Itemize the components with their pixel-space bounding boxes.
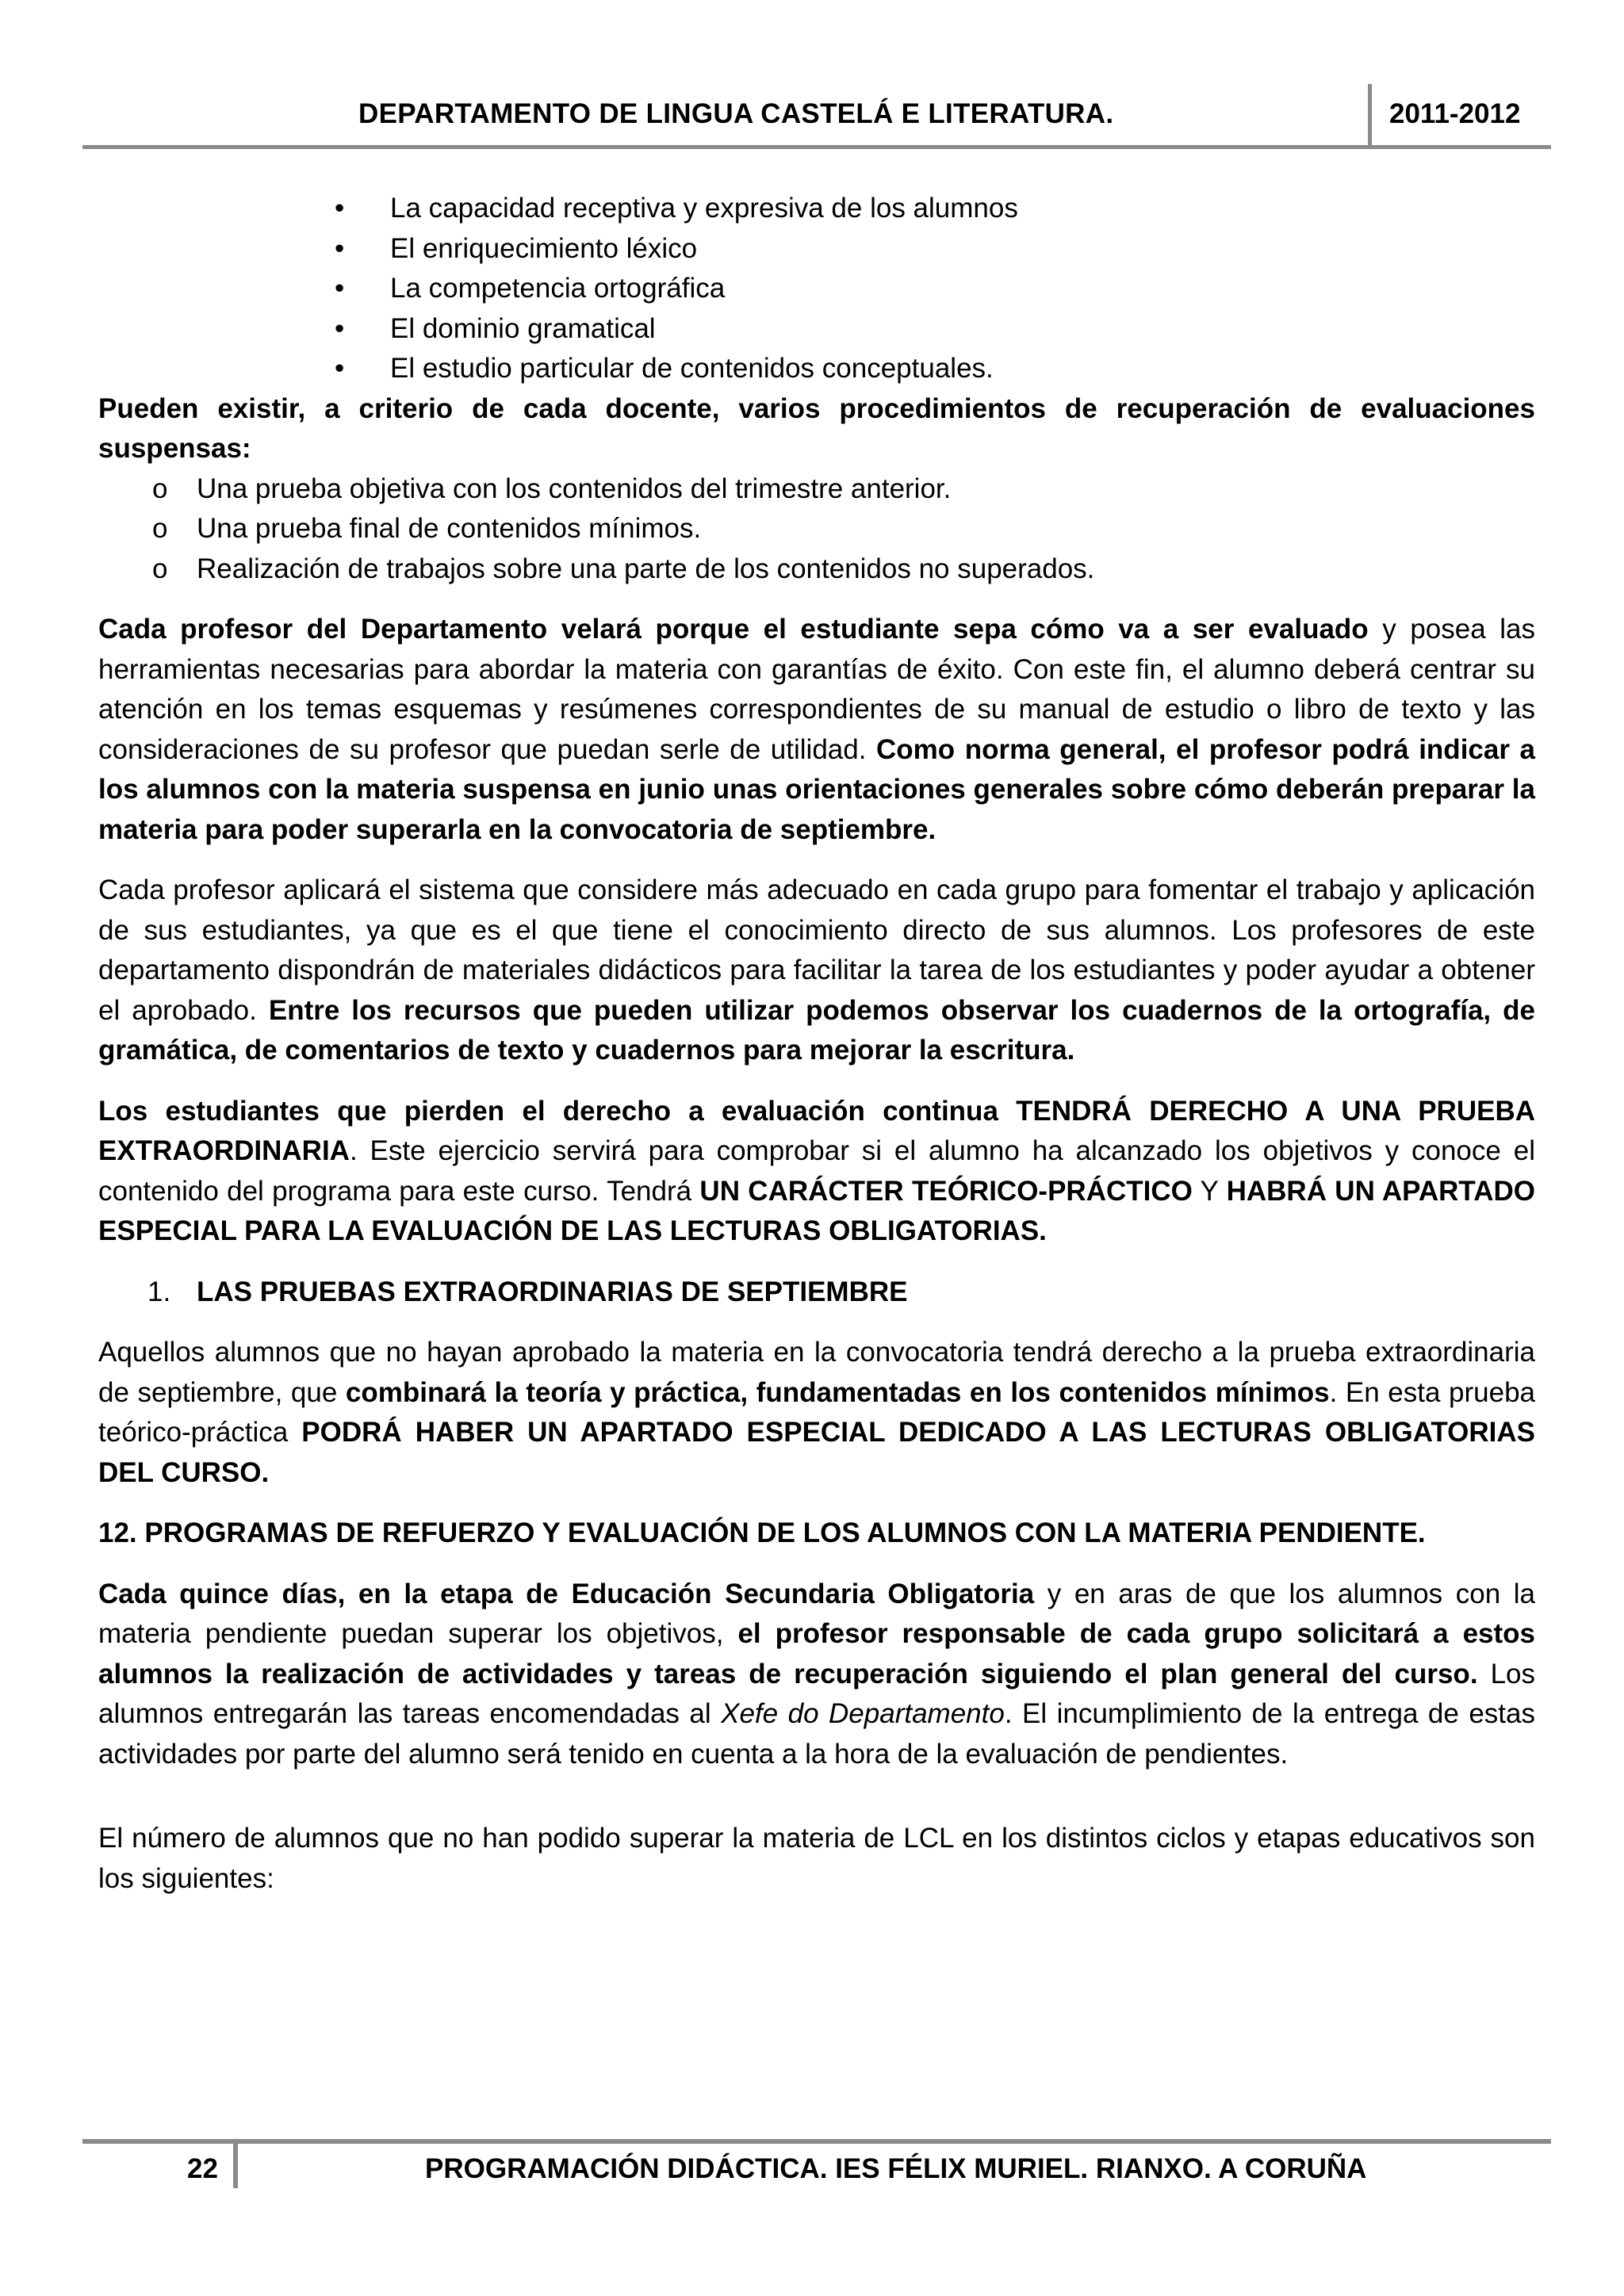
bullet-icon: • xyxy=(335,273,345,304)
extraordinary-exam-paragraph: Los estudiantes que pierden el derecho a evaluación continua TENDRÁ DERECHO A UNA PRUEBA EXTRAORDINARIA. Este ejercicio servirá para comprobar si el alumno ha alcanzado los objetivos y conoce el contenido del programa para este curso. Tendrá UN CARÁCTER TEÓRICO-PRÁCTICO Y HABRÁ UN APARTADO ESPECIAL PARA LA EVALUACIÓN DE LAS LECTURAS OBLIGATORIAS. xyxy=(98,1095,1535,1246)
footer-rule xyxy=(82,2139,1551,2144)
bullet-icon: • xyxy=(335,353,345,384)
list-item: • El enriquecimiento léxico xyxy=(98,229,1535,270)
list-item: o Una prueba objetiva con los contenidos del trimestre anterior. xyxy=(98,469,1535,510)
section-heading-september-exams: 1. LAS PRUEBAS EXTRAORDINARIAS DE SEPTIEMBRE xyxy=(147,1276,908,1307)
september-exam-paragraph: Aquellos alumnos que no hayan aprobado la materia en la convocatoria tendrá derecho a la prueba extraordinaria de septiembre, que combinará la teoría y práctica, fundamentadas en los contenidos mínimos. En esta prueba teórico-práctica PODRÁ HABER UN APARTADO ESPECIAL DEDICADO A LAS LECTURAS OBLIGATORIAS DEL CURSO. xyxy=(98,1337,1536,1488)
footer-title: PROGRAMACIÓN DIDÁCTICA. IES FÉLIX MURIEL. RIANXO. A CORUÑA xyxy=(425,2153,1367,2184)
bullet-icon: • xyxy=(335,312,345,344)
recovery-intro: Pueden existir, a criterio de cada docente, varios procedimientos de recuperación de evaluaciones suspensas: xyxy=(98,392,1535,464)
bullet-icon: • xyxy=(335,193,345,224)
evaluation-paragraph: Cada profesor del Departamento velará porque el estudiante sepa cómo va a ser evaluado y posea las herramientas necesarias para abordar la materia con garantías de éxito. Con este fin, el alumno deberá centrar su atención en los temas esquemas y resúmenes correspondientes de su manual de estudio o libro de texto y las consideraciones de su profesor que puedan serle de utilidad. Como norma general, el profesor podrá indicar a los alumnos con la materia suspensa en junio unas orientaciones generales sobre cómo deberán preparar la materia para poder superarla en la convocatoria de septiembre. xyxy=(98,614,1536,845)
list-item: • La competencia ortográfica xyxy=(98,269,1535,309)
list-item: • El estudio particular de contenidos conceptuales. xyxy=(98,349,1535,389)
evaluation-criteria-list xyxy=(98,189,1535,389)
list-item: o Realización de trabajos sobre una parte de los contenidos no superados. xyxy=(98,549,1535,590)
circle-bullet-icon: o xyxy=(152,513,168,544)
bullet-icon: • xyxy=(335,232,345,264)
header-rule xyxy=(82,145,1551,149)
resources-paragraph: Cada profesor aplicará el sistema que considere más adecuado en cada grupo para fomentar el trabajo y aplicación de sus estudiantes, ya que es el que tiene el conocimiento directo de sus alumnos. Los profesores de este departamento dispondrán de materiales didácticos para facilitar la tarea de los estudiantes y poder ayudar a obtener el aprobado. Entre los recursos que pueden utilizar podemos observar los cuadernos de la ortografía, de gramática, de comentarios de texto y cuadernos para mejorar la escritura. xyxy=(98,874,1535,1066)
section-heading-reinforcement: 12. PROGRAMAS DE REFUERZO Y EVALUACIÓN DE LOS ALUMNOS CON LA MATERIA PENDIENTE. xyxy=(98,1517,1426,1548)
circle-bullet-icon: o xyxy=(152,553,168,584)
header-title: DEPARTAMENTO DE LINGUA CASTELÁ E LITERATURA. xyxy=(358,98,1114,129)
student-count-paragraph: El número de alumnos que no han podido superar la materia de LCL en los distintos ciclos y etapas educativos son los siguientes: xyxy=(98,1823,1535,1894)
list-item: o Una prueba final de contenidos mínimos. xyxy=(98,509,1535,549)
footer-separator xyxy=(233,2142,238,2188)
list-item: • La capacidad receptiva y expresiva de los alumnos xyxy=(98,189,1535,229)
circle-bullet-icon: o xyxy=(152,473,168,504)
header-year: 2011-2012 xyxy=(1389,98,1521,129)
recovery-procedures-list xyxy=(98,469,1535,590)
pending-subject-paragraph: Cada quince días, en la etapa de Educación Secundaria Obligatoria y en aras de que los alumnos con la materia pendiente puedan superar los objetivos, el profesor responsable de cada grupo solicitará a estos alumnos la realización de actividades y tareas de recuperación siguiendo el plan general del curso. Los alumnos entregarán las tareas encomendadas al Xefe do Departamento. El incumplimiento de la entrega de estas actividades por parte del alumno será tenido en cuenta a la hora de la evaluación de pendientes. xyxy=(98,1578,1535,1770)
page-number: 22 xyxy=(187,2153,218,2184)
page-content xyxy=(98,189,1535,1899)
list-item: • El dominio gramatical xyxy=(98,309,1535,350)
header-separator xyxy=(1368,84,1372,146)
